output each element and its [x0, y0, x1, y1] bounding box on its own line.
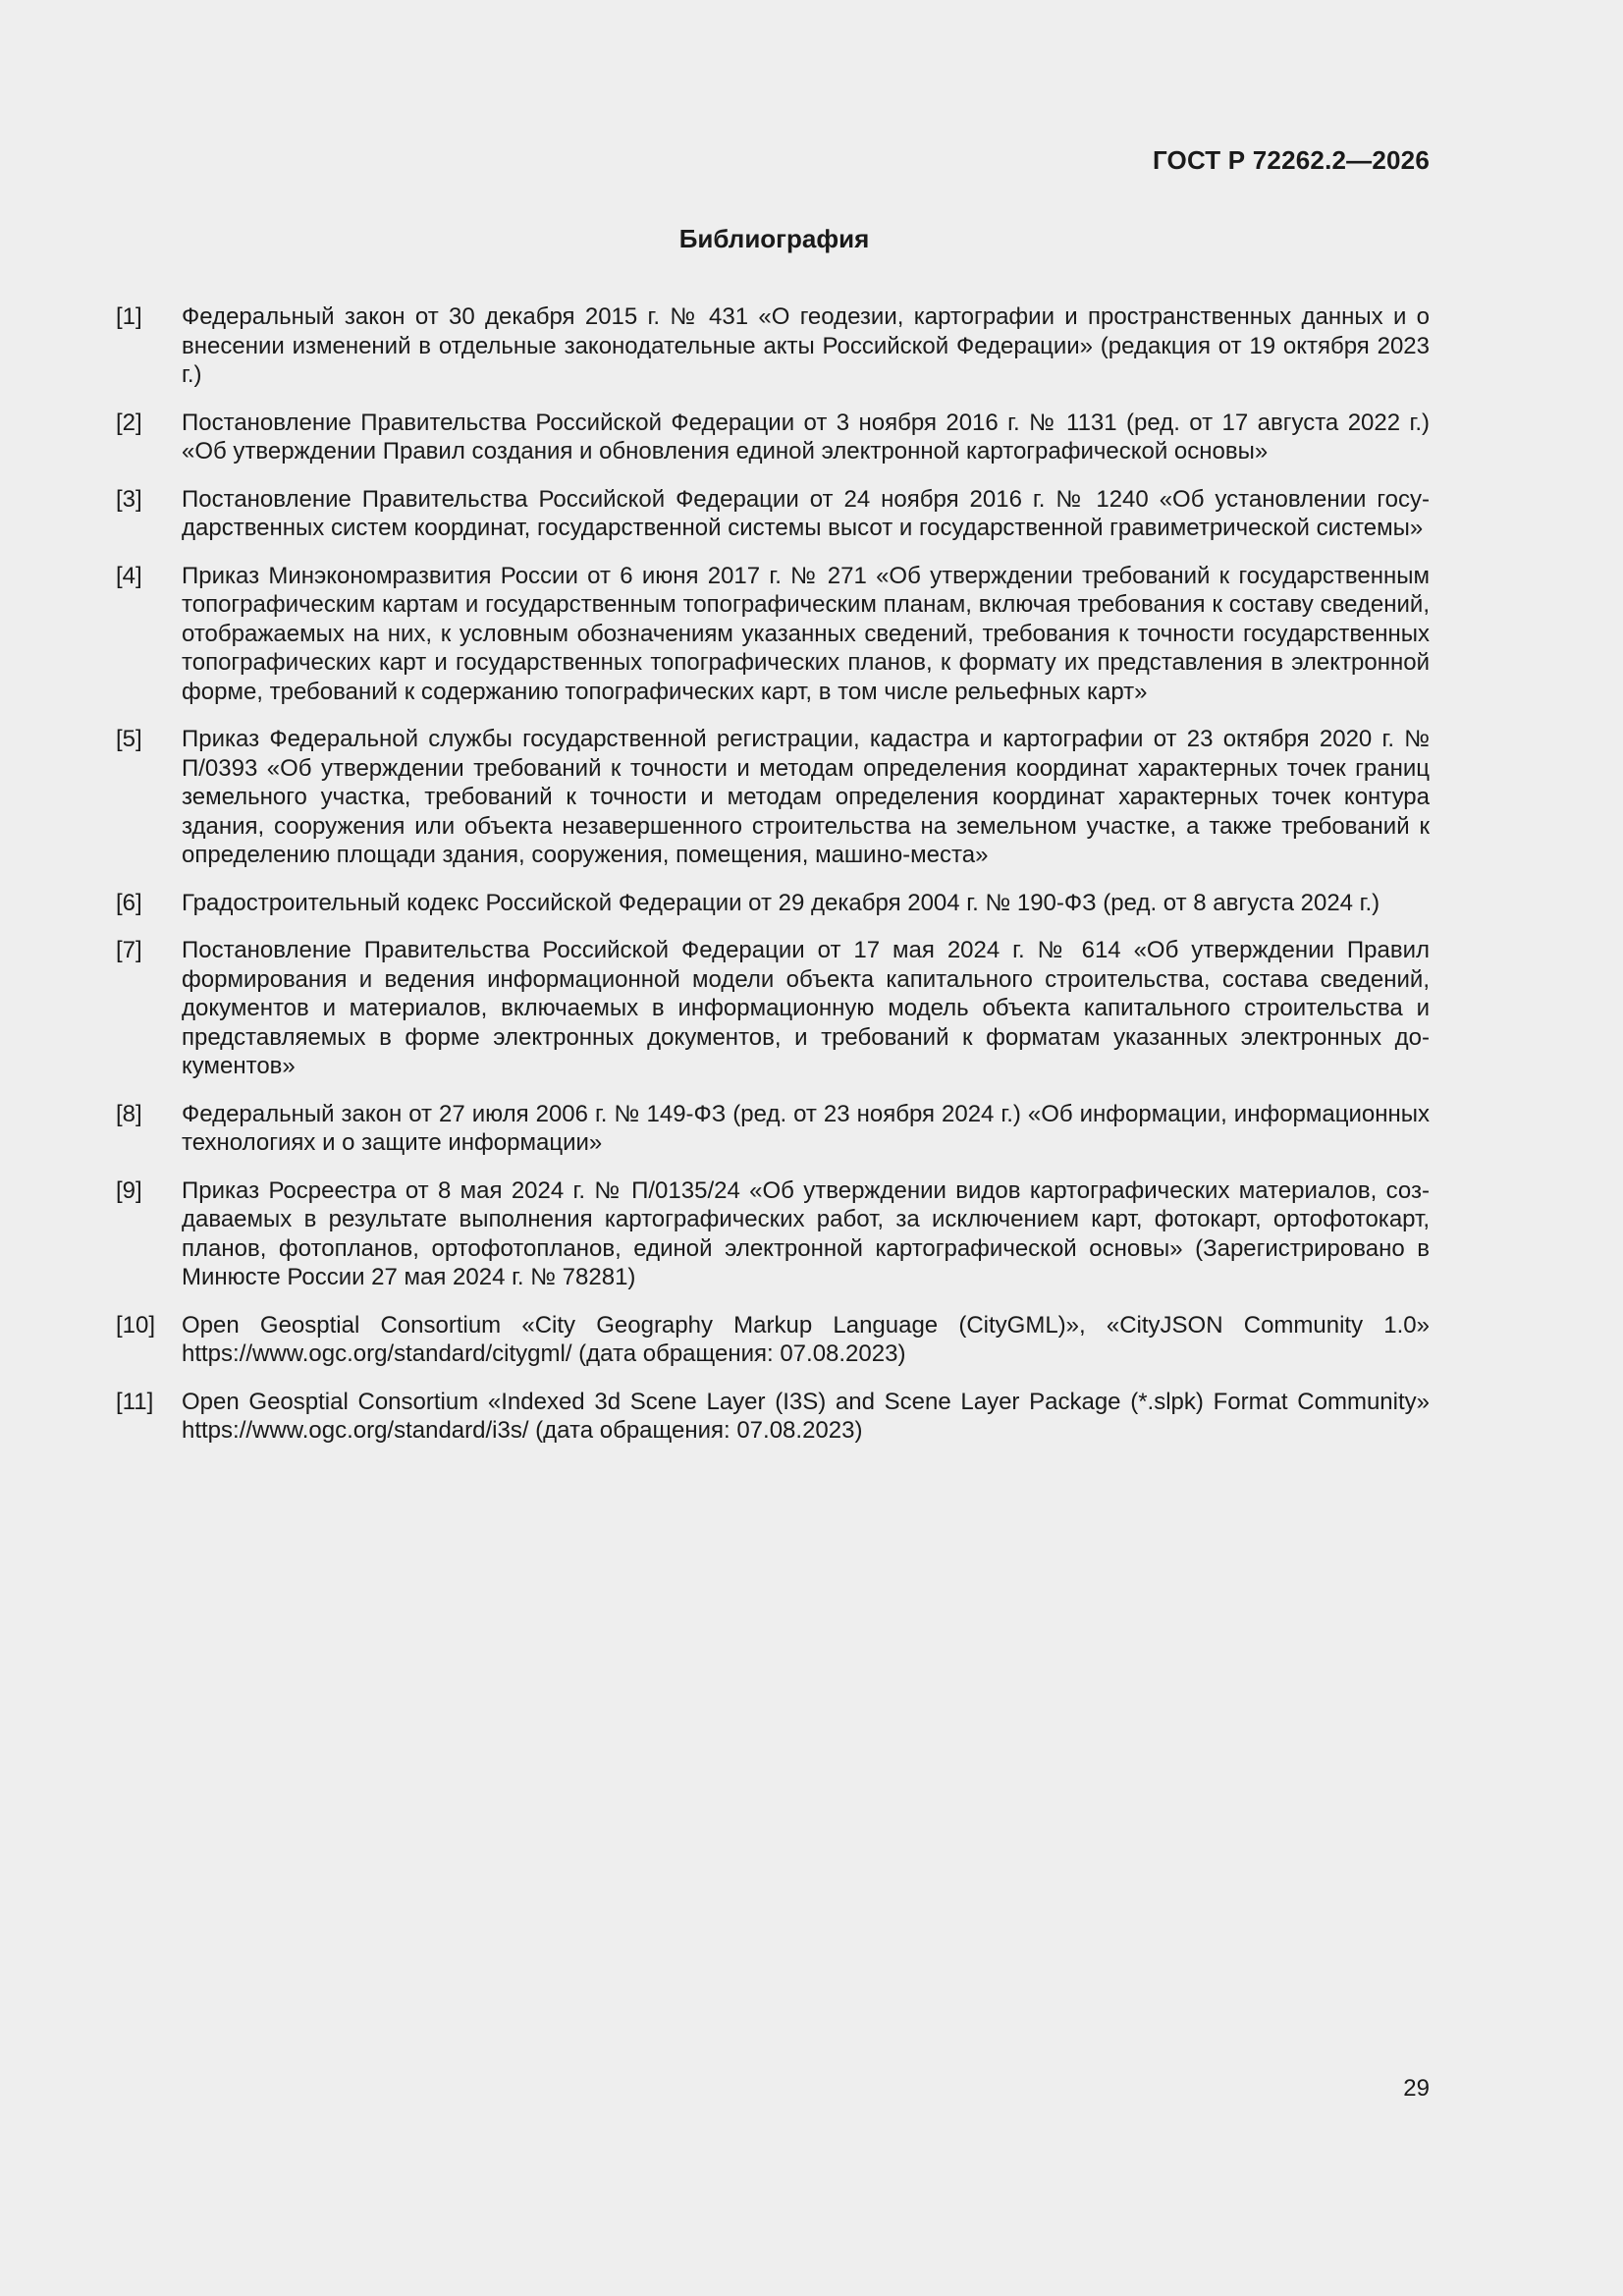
entry-text: Приказ Росреестра от 8 мая 2024 г. № П/0135/24 «Об утверждении видов картографических материалов, создаваемых в результате выполнения картографических работ, за исключением карт, фотокарт, ортофотокарт, планов, фотопланов, ортофотопланов, единой электронной картографической основы» (Зарегистрировано в Минюсте России 27 мая 2024 г. № 78281) — [182, 1176, 1430, 1290]
entry-number: [1] — [116, 303, 142, 330]
entry-number: [10] — [116, 1311, 156, 1339]
entry-number: [5] — [116, 726, 142, 752]
entry-text: Федеральный закон от 30 декабря 2015 г. № 431 «О геодезии, картографии и пространственных данных и о внесении изменений в отдельные законодательные акты Российской Федерации» (редакция от 19 октября 2023 г.) — [182, 303, 1430, 388]
bibliography-entry — [116, 302, 1430, 390]
entry-text: Постановление Правительства Российской Федерации от 17 мая 2024 г. № 614 «Об утверждении Правил формирования и ведения информационной модели объекта капитального строительства, состава сведений, документов и материалов, включаемых в информационную модель объекта капитального строительства и представляемых в форме электронных документов, и требований к форматам указанных электронных документов» — [182, 937, 1430, 1079]
bibliography-entry — [116, 409, 1430, 466]
bibliography-entry — [116, 936, 1430, 1081]
entry-text: Open Geosptial Consortium «Indexed 3d Scene Layer (I3S) and Scene Layer Package (*.slpk) Format Community» https://www.ogc.org/standard/i3s/ (дата обращения: 07.08.2023) — [182, 1388, 1430, 1444]
entry-number: [11] — [116, 1388, 154, 1415]
bibliography-entry — [116, 562, 1430, 707]
bibliography-entry — [116, 1100, 1430, 1158]
bibliography-entry — [116, 889, 1430, 918]
page-number: 29 — [1403, 2075, 1430, 2102]
bibliography-title: Библиография — [678, 224, 870, 253]
entry-number: [2] — [116, 409, 142, 436]
entry-number: [9] — [116, 1176, 142, 1204]
entry-text: Приказ Федеральной службы государственной регистрации, кадастра и картографии от 23 октября 2020 г. № П/0393 «Об утверждении требований к точности и методам определения координат характерных точек границ земельного участка, требований к точности и методам определения координат характерных точек контура здания, сооружения или объекта незавершенного строительства на земельном участке, а также требований к определению площади здания, сооружения, помещения, машино-места» — [182, 726, 1430, 868]
bibliography-list — [116, 302, 1430, 1464]
entry-number: [6] — [116, 889, 142, 916]
entry-text: Приказ Минэкономразвития России от 6 июня 2017 г. № 271 «Об утверждении требований к государственным топографическим картам и государственным топографическим планам, включая требования к составу сведений, отображаемых на них, к условным обозначениям указанных сведений, требования к точности государственных топографических карт и государственных топографических планов, к формату их представления в электронной форме, требований к содержанию топографических карт, в том числе рельефных карт» — [182, 562, 1430, 705]
document-code: ГОСТ Р 72262.2—2026 — [1152, 145, 1430, 175]
bibliography-entry — [116, 1388, 1430, 1446]
entry-text: Open Geosptial Consortium «City Geography Markup Language (CityGML)», «CityJSON Community 1.0» https://www.ogc.org/standard/citygml/ (дата обращения: 07.08.2023) — [182, 1311, 1430, 1367]
bibliography-entry — [116, 485, 1430, 543]
entry-number: [4] — [116, 562, 142, 589]
entry-number: [8] — [116, 1100, 142, 1127]
entry-text: Постановление Правительства Российской Федерации от 3 ноября 2016 г. № 1131 (ред. от 17 августа 2022 г.) «Об утверждении Правил создания и обновления единой электронной картографической основы» — [182, 409, 1430, 465]
bibliography-entry — [116, 1311, 1430, 1369]
entry-text: Градостроительный кодекс Российской Федерации от 29 декабря 2004 г. № 190-ФЗ (ред. от 8 августа 2024 г.) — [182, 889, 1380, 916]
entry-text: Федеральный закон от 27 июля 2006 г. № 149-ФЗ (ред. от 23 ноября 2024 г.) «Об информации, информационных технологиях и о защите информации» — [182, 1100, 1430, 1156]
entry-text: Постановление Правительства Российской Федерации от 24 ноября 2016 г. № 1240 «Об установлении государственных систем координат, государственной системы высот и государственной гравиметрической системы» — [182, 485, 1430, 541]
entry-number: [7] — [116, 937, 142, 963]
bibliography-entry — [116, 725, 1430, 870]
bibliography-entry — [116, 1176, 1430, 1292]
entry-number: [3] — [116, 485, 142, 513]
